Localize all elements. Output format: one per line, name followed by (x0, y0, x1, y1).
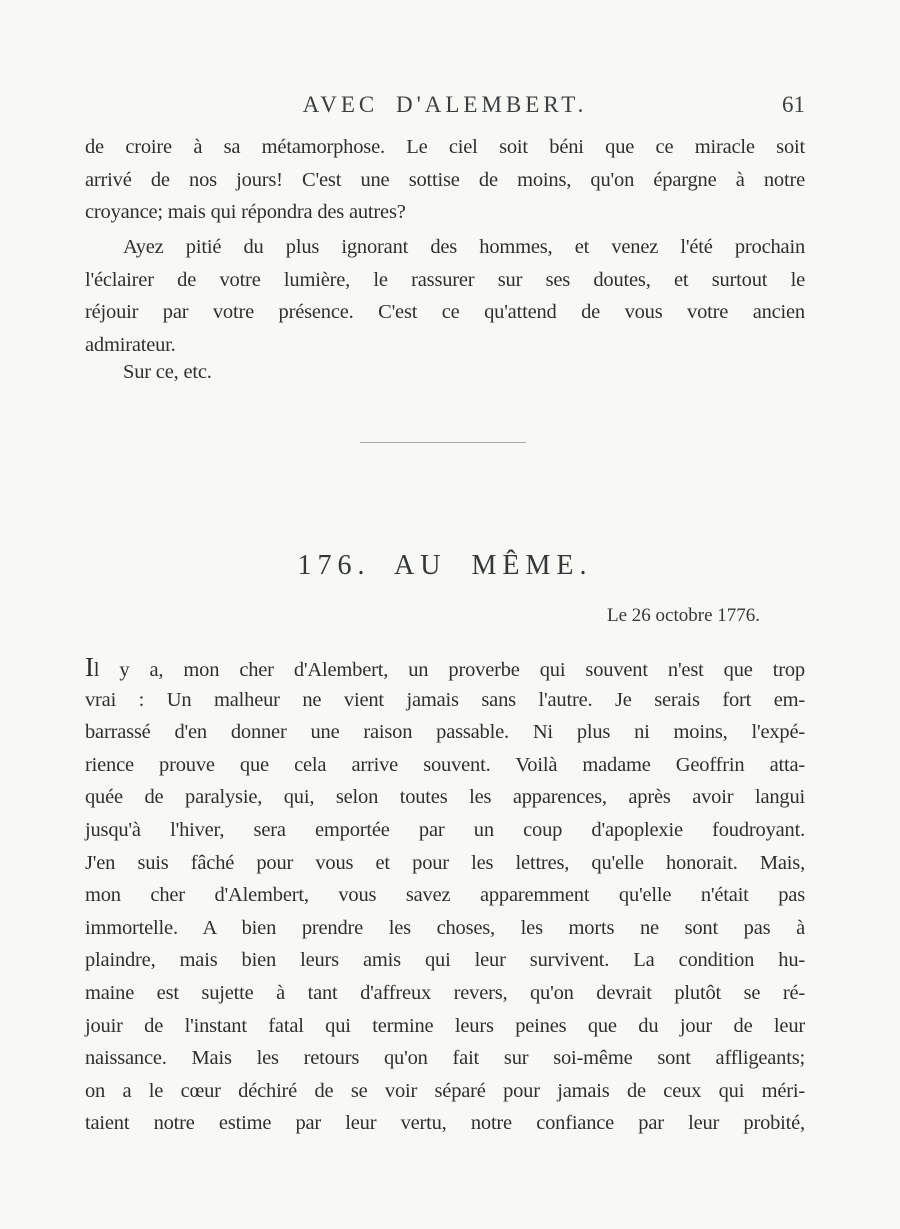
text-line: maine est sujette à tant d'affreux revers, qu'on devrait plutôt se ré- (85, 981, 805, 1004)
text-line: jouir de l'instant fatal qui termine leurs peines que du jour de leur (85, 1014, 805, 1037)
page-number: 61 (782, 92, 805, 117)
text-line: rience prouve que cela arrive souvent. Voilà madame Geoffrin atta- (85, 753, 805, 776)
letter-body (85, 651, 805, 1140)
running-head (85, 92, 805, 122)
text-line: taient notre estime par leur vertu, notre confiance par leur probité, (85, 1112, 805, 1135)
text-line: naissance. Mais les retours qu'on fait sur soi-même sont affligeants; (85, 1047, 805, 1070)
text-line: barrassé d'en donner une raison passable. Ni plus ni moins, l'expé- (85, 721, 805, 744)
text-line: quée de paralysie, qui, selon toutes les apparences, après avoir langui (85, 786, 805, 809)
paragraph-sur-ce (85, 356, 805, 389)
text-line: admirateur. (85, 333, 176, 356)
text-line: Sur ce, etc. (123, 361, 212, 383)
text-line: immortelle. A bien prendre les choses, les morts ne sont pas à (85, 916, 805, 939)
text-line: on a le cœur déchiré de se voir séparé pour jamais de ceux qui méri- (85, 1079, 805, 1102)
text-line: plaindre, mais bien leurs amis qui leur survivent. La condition hu- (85, 949, 805, 972)
text-line: Ayez pitié du plus ignorant des hommes, et venez l'été prochain (123, 236, 805, 258)
text-line: J'en suis fâché pour vous et pour les lettres, qu'elle honorait. Mais, (85, 851, 805, 874)
letter-date: Le 26 octobre 1776. (606, 605, 760, 626)
text-line: vrai : Un malheur ne vient jamais sans l'autre. Je serais fort em- (85, 688, 805, 711)
running-title: AVEC D'ALEMBERT. (302, 92, 588, 117)
text-line: réjouir par votre présence. C'est ce qu'attend de vous votre ancien (85, 301, 805, 324)
text-line: Il y a, mon cher d'Alembert, un proverbe qui souvent n'est que trop (85, 652, 805, 682)
text-line: arrivé de nos jours! C'est une sottise de moins, qu'on épargne à notre (85, 168, 805, 191)
section-heading: 176. AU MÊME. (297, 550, 593, 581)
text-line: mon cher d'Alembert, vous savez apparemment qu'elle n'était pas (85, 884, 805, 907)
section-divider (360, 442, 526, 443)
text-line: jusqu'à l'hiver, sera emportée par un coup d'apoplexie foudroyant. (85, 818, 805, 841)
paragraph-ayez-pitie (85, 231, 805, 361)
paragraph-continuation (85, 131, 805, 229)
text-line: l'éclairer de votre lumière, le rassurer sur ses doutes, et surtout le (85, 268, 805, 291)
text-line: croyance; mais qui répondra des autres? (85, 201, 406, 224)
book-page (85, 0, 805, 1229)
text-line: de croire à sa métamorphose. Le ciel soit béni que ce miracle soit (85, 136, 805, 158)
